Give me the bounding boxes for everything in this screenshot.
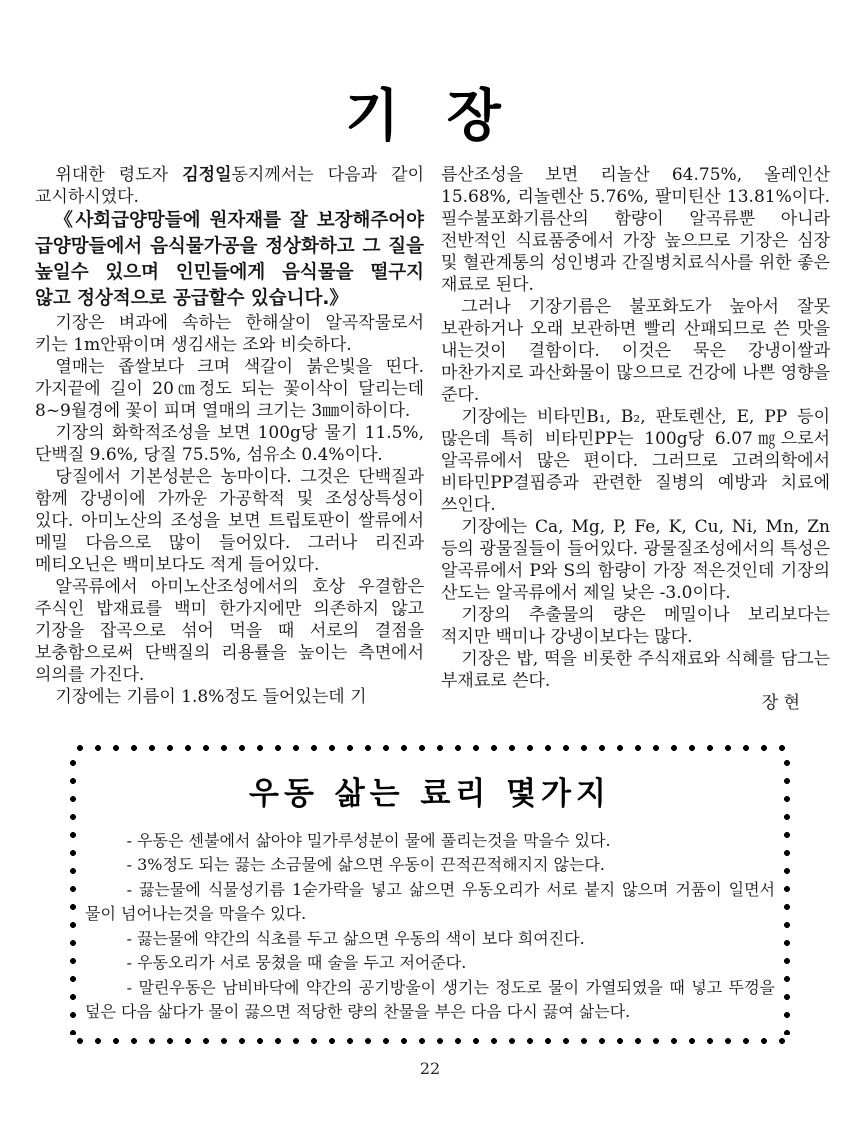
paragraph-oil-content-start: 기장에는 기름이 1.8%정도 들어있는데 기: [55, 686, 367, 707]
quote-paragraph: 《사회급양망들에 원자재를 잘 보장해주어야 급양망들에서 음식물가공을 정상화하고 그 질을 높일수 있으며 인민들에게 음식물을 떨구지 않고 정상적으로 공급할수 있습니다.》: [35, 209, 424, 309]
tip-item-alcohol-stir: - 우동오리가 서로 뭉쳤을 때 술을 두고 저어준다.: [126, 953, 467, 973]
right-column: [441, 164, 830, 714]
dotted-border-left: [69, 754, 77, 1035]
paragraph-uses: 기장은 밥, 떡을 비롯한 주식재료와 식혜를 담그는 부재료로 쓴다.: [441, 648, 830, 691]
tips-title: 우동 삶는 료리 몇가지: [249, 775, 611, 812]
paragraph-oil-storage-defect: 그러나 기장기름은 불포화도가 높아서 잘못 보관하거나 오래 보관하면 빨리 산패되므로 쓴 맛을 내는것이 결함이다. 이것은 묵은 강냉이쌀과 마찬가지로 과산화물이 많으므로 건강에 나쁜 영향을 준다.: [441, 296, 830, 405]
paragraph-fatty-acids: 름산조성을 보면 리놀산 64.75%, 올레인산 15.68%, 리놀렌산 5.76%, 팔미틴산 13.81%이다. 필수불포화기름산의 함량이 알곡류뿐 아니라 전반적인 식료품중에서 가장 높으므로 기장은 심장 및 혈관계통의 성인병과 간질병치료식사를 위한 좋은 재료로 된다.: [441, 164, 830, 295]
tips-box: [69, 744, 791, 1045]
dotted-border-top: [71, 744, 789, 752]
paragraph-starch-amino-acids: 당질에서 기본성분은 농마이다. 그것은 단백질과 함께 강냉이에 가까운 가공학적 및 조성상특성이 있다. 아미노산의 조성을 보면 트립토판이 쌀류에서 메밀 다음으로 많이 들어있다. 그러나 리진과 메티오닌은 백미보다도 적게 들어있다.: [35, 466, 424, 575]
paragraph-extract-amount: 기장의 추출물의 량은 메밀이나 보리보다는 적지만 백미나 강냉이보다는 많다.: [441, 604, 830, 647]
paragraph-vitamins: 기장에는 비타민B₁, B₂, 판토렌산, E, PP 등이 많은데 특히 비타민PP는 100g당 6.07㎎으로서 알곡류에서 많은 편이다. 그러므로 고려의학에서 비타민PP결핍증과 관련한 질병의 예방과 치료에 쓰인다.: [441, 406, 830, 515]
dotted-border-right: [783, 754, 791, 1035]
page-number: 22: [419, 1058, 441, 1078]
tip-item-salt-water: - 3%정도 되는 끓는 소금물에 삶으면 우동이 끈적끈적해지지 않는다.: [126, 855, 606, 875]
tip-item-vinegar: - 끓는물에 약간의 식초를 두고 삶으면 우동의 색이 보다 희여진다.: [126, 928, 585, 948]
paragraph-mixed-grain-benefit: 알곡류에서 아미노산조성에서의 호상 우결함은 주식인 밥재료를 백미 한가지에만 의존하지 않고 기장을 잡곡으로 섞어 먹을 때 서로의 결점을 보충함으로써 단백질의 리용률을 높이는 측면에서 의의를 가진다.: [35, 576, 424, 685]
tip-item-dried-noodles: - 말린우동은 남비바닥에 약간의 공기방울이 생기는 정도로 물이 가열되였을 때 넣고 뚜껑을 덮은 다음 삶다가 물이 끓으면 적당한 량의 찬물을 부은 다음 다시 끓여 삶는다.: [85, 977, 775, 1022]
dotted-border-bottom: [71, 1037, 789, 1045]
article-body: [35, 164, 830, 714]
tip-item-vegetable-oil: - 끓는물에 식물성기름 1숟가락을 넣고 삶으면 우동오리가 서로 붙지 않으며 거품이 일면서 물이 넘어나는것을 막을수 있다.: [85, 879, 775, 924]
paragraph-fruit-description: 열매는 좁쌀보다 크며 색갈이 붉은빛을 띤다. 가지끝에 길이 20㎝정도 되는 꽃이삭이 달리는데 8~9월경에 꽃이 피며 열매의 크기는 3㎜이하이다.: [35, 356, 424, 421]
tip-item-strong-fire: - 우동은 센불에서 삶아야 밀가루성분이 물에 풀리는것을 막을수 있다.: [126, 830, 611, 850]
intro-prefix: 위대한 령도자: [55, 164, 183, 185]
article-title: 기 장: [345, 84, 515, 149]
author-name: 장 현: [761, 692, 800, 713]
left-column: [35, 164, 424, 714]
paragraph-chemical-composition: 기장의 화학적조성을 보면 100g당 물기 11.5%, 단백질 9.6%, 당질 75.5%, 섬유소 0.4%이다.: [35, 422, 424, 465]
leader-name: 김정일: [182, 164, 232, 185]
intro-suffix: 동지께서는 다음과 같이 교시하시였다.: [35, 164, 425, 207]
paragraph-minerals: 기장에는 Ca, Mg, P, Fe, K, Cu, Ni, Mn, Zn 등의 광물질들이 들어있다. 광물질조성에서의 특성은 알곡류에서 P와 S의 함량이 가장 적은것인데 기장의 산도는 알곡류에서 제일 낮은 -3.0이다.: [441, 516, 830, 603]
intro-paragraph: [35, 164, 424, 208]
paragraph-millet-overview: 기장은 벼과에 속하는 한해살이 알곡작물로서 키는 1m안팎이며 생김새는 조와 비슷하다.: [35, 312, 424, 355]
